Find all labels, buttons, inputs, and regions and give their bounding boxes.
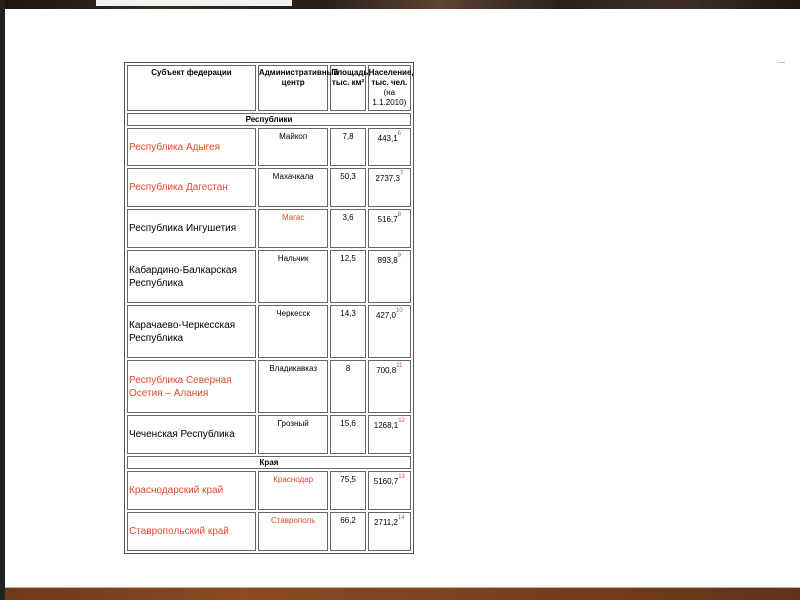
area-cell: 8 <box>330 360 365 413</box>
federal-subjects-table-wrapper <box>124 62 414 554</box>
subject-link[interactable]: Республика Дагестан <box>127 168 256 207</box>
population-cell <box>368 128 411 166</box>
header-population-label: Население, тыс. чел. <box>368 68 414 87</box>
population-value: 516,7 <box>377 215 398 224</box>
population-value: 2711,2 <box>374 518 398 527</box>
area-cell: 75,5 <box>330 471 365 510</box>
area-cell: 50,3 <box>330 168 365 207</box>
population-value: 443,1 <box>377 134 398 143</box>
subject-link[interactable]: Республика Северная Осетия – Алания <box>127 360 256 413</box>
left-frame-bar <box>0 0 5 600</box>
right-margin-mark <box>778 62 785 63</box>
population-value: 893,8 <box>377 256 398 265</box>
population-cell <box>368 360 411 413</box>
center-cell: Махачкала <box>258 168 329 207</box>
footnote-link[interactable]: 12 <box>398 418 405 424</box>
population-cell <box>368 512 411 551</box>
footnote-link[interactable]: 13 <box>398 474 405 480</box>
population-cell <box>368 305 411 358</box>
center-cell: Грозный <box>258 415 329 454</box>
table-row <box>127 128 411 166</box>
population-value: 5160,7 <box>373 477 399 486</box>
footnote-link[interactable]: 9 <box>397 253 402 259</box>
subject-name: Чеченская Республика <box>127 415 256 454</box>
population-value: 700,8 <box>376 366 397 375</box>
section-row-republics <box>127 113 411 126</box>
footnote-link[interactable]: 10 <box>396 308 403 314</box>
subject-link[interactable]: Краснодарский край <box>127 471 256 510</box>
population-cell <box>368 168 411 207</box>
population-cell <box>368 415 411 454</box>
top-frame-gap <box>96 0 292 6</box>
area-cell: 7,8 <box>330 128 365 166</box>
area-cell: 15,6 <box>330 415 365 454</box>
header-center: Административный центр <box>258 65 329 111</box>
header-population-note: (на 1.1.2010) <box>372 88 407 107</box>
subject-link[interactable]: Ставропольский край <box>127 512 256 551</box>
population-value: 2737,3 <box>375 174 400 183</box>
table-row <box>127 471 411 510</box>
population-cell <box>368 209 411 248</box>
center-cell: Нальчик <box>258 250 329 303</box>
area-cell: 66,2 <box>330 512 365 551</box>
center-cell: Владикавказ <box>258 360 329 413</box>
table-row <box>127 512 411 551</box>
table-row <box>127 360 411 413</box>
footnote-link[interactable]: 8 <box>397 212 402 218</box>
footnote-link[interactable]: 11 <box>396 363 403 369</box>
footnote-link[interactable]: 14 <box>397 515 405 521</box>
population-cell <box>368 250 411 303</box>
table-row <box>127 305 411 358</box>
section-label-republics: Республики <box>127 113 411 126</box>
header-subject: Субъект федерации <box>127 65 256 111</box>
center-link[interactable]: Магас <box>258 209 329 248</box>
table-row <box>127 415 411 454</box>
center-cell: Черкесск <box>258 305 329 358</box>
subject-name: Кабардино-Балкарская Республика <box>127 250 256 303</box>
population-value: 427,0 <box>375 311 396 320</box>
footnote-link[interactable]: 6 <box>397 131 402 137</box>
federal-subjects-table <box>124 62 414 554</box>
header-population <box>368 65 414 111</box>
table-row <box>127 250 411 303</box>
section-label-krais: Края <box>127 456 411 469</box>
population-value: 1268,1 <box>373 421 399 430</box>
area-cell: 14,3 <box>330 305 365 358</box>
table-row <box>127 209 411 248</box>
center-cell: Майкоп <box>258 128 329 166</box>
section-row-krais <box>127 456 411 469</box>
area-cell: 12,5 <box>330 250 365 303</box>
subject-name: Республика Ингушетия <box>127 209 256 248</box>
header-area: Площадь, тыс. км² <box>330 65 365 111</box>
area-cell: 3,6 <box>330 209 365 248</box>
footnote-link[interactable]: 7 <box>399 171 404 177</box>
table-header-row <box>127 65 411 111</box>
bottom-frame-bar <box>0 588 800 600</box>
table-row <box>127 168 411 207</box>
subject-link[interactable]: Республика Адыгея <box>127 128 256 166</box>
center-link[interactable]: Краснодар <box>258 471 329 510</box>
center-link[interactable]: Ставрополь <box>258 512 329 551</box>
subject-name: Карачаево-Черкесская Республика <box>127 305 256 358</box>
population-cell <box>368 471 411 510</box>
